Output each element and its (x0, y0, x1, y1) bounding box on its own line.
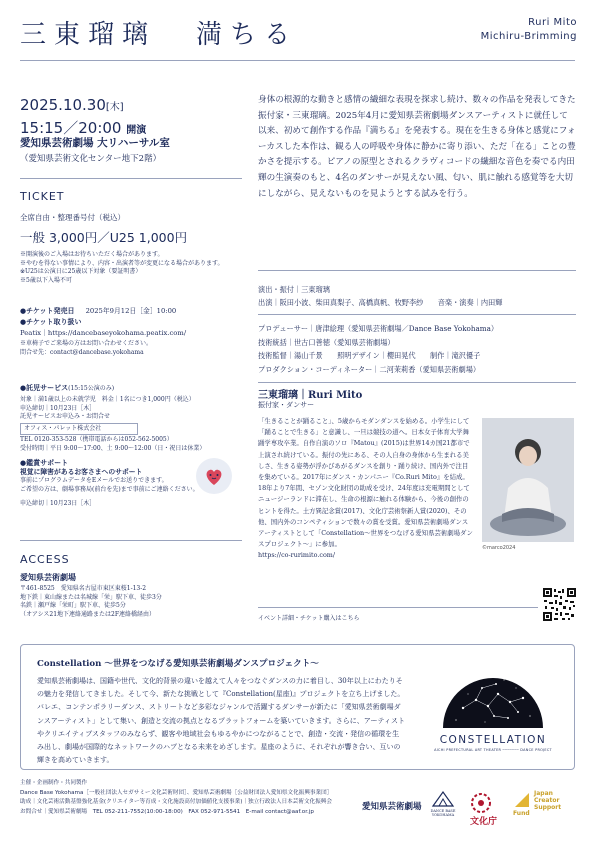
header-divider (20, 60, 575, 61)
dance-base-yokohama-logo (430, 790, 456, 817)
support-label: ●鑑賞サポート (20, 459, 69, 467)
artist-bio (258, 416, 473, 562)
bunkacho-logo (470, 792, 497, 827)
viewing-support (20, 458, 220, 509)
handling-contact: 問合せ先：contact@dancebase.yokohama (20, 348, 144, 356)
access-heading: ACCESS (20, 553, 70, 566)
title-work: 満ちる (196, 20, 299, 50)
nursery-label-sub: (15:15公演のみ) (68, 385, 115, 392)
title-english (481, 16, 577, 44)
access-line: 〒461-8525 愛知県名古屋市東区東桜1-13-2 (20, 585, 147, 592)
staff-row: プロダクション・コーディネーター｜二河茉莉香（愛知県芸術劇場） (258, 364, 481, 374)
event-venue-sub: （愛知県芸術文化センター地下2階） (20, 154, 162, 164)
event-info-link[interactable]: イベント詳細・チケット購入はこちら (258, 615, 360, 622)
creator-support-fund-text: Japan Creator Support Fund (513, 790, 562, 818)
ticket-note: ※やむを得ない事情により、内容・出演者等が変更になる場合があります。 (20, 259, 224, 267)
footer-line: 助成｜文化芸術活動基盤強化基金(クリエイター等育成・文化施設高付加価値化支援事業)｜独立行政法人日本芸術文化振興会 (20, 799, 332, 806)
artist-url[interactable]: https://co-rurimito.com/ (258, 551, 336, 560)
ticket-sale-date (20, 298, 240, 317)
nursery-line: 対象｜満1歳以上の未就学児 料金｜1名につき1,000円（税込） (20, 396, 195, 403)
support-line: 視覚に障害があるお客さまへのサポート (20, 468, 143, 476)
creator-support-fund-logo (513, 791, 577, 818)
accessibility-icon (196, 458, 232, 494)
ticket-note: ※U25は公演日に25歳以下対象（要証明書） (20, 268, 142, 275)
photo-credit: ©marco2024 (482, 545, 516, 551)
sale-date: 2025年9月12日［金］10:00 (85, 307, 177, 315)
nursery-line: 申込締切｜10月23日［木］ (20, 404, 96, 412)
access-line: 名鉄｜瀬戸線「栄町」駅下車、徒歩5分 (20, 602, 126, 609)
page-title (20, 14, 298, 51)
access-info (20, 572, 240, 619)
staff-row: 技術監督｜湯山千景 照明デザイン｜櫻田晃代 制作｜滝沢優子 (258, 351, 481, 361)
credit-row: 演出・振付｜三東瑠璃 (258, 285, 330, 294)
constellation-logo-sub: AICHI PREFECTURAL ART THEATER ─────── DANCE PROJECT (434, 748, 552, 752)
footer-line: 主催・企画制作・共同製作 (20, 780, 88, 786)
ticket-sub: 全席自由・整理番号付（税込） (20, 213, 125, 222)
artist-bio-text: 「生きることが踊ること」、5歳からモダンダンスを始める。小学生にして「踊ることで生きる」と意識し、一旦は競技の道へ。日本女子体育大学舞踊学専攻卒業。自作自演のソロ『Matou』(2015)は世界14カ国21都市で上演され続けている。振付の先にある、その人自身の身体から生まれる美しさ、生きる姿勢が浮かびあがるダンスを創り・踊り続け、国内外で注目を集めている。2017年にダンス・カンパニー『Co.Ruri Mito』を結成。18年より7年間、セゾン文化財団の助成を受け、24年度は充電期間としてニュージーランドに滞在し、生命の根源に触れる体験から、今後の創作のヒントを得た。土方巽記念賞(2017)、文化庁芸術祭新人賞(2020)、その他、国内外のコンペティションで数々の賞を受賞。愛知県芸術劇場ダンスアーティストとして「Constellation〜世界をつなげる愛知県芸術劇場ダンスプロジェクト〜」に参加。 (258, 417, 473, 549)
footer-line: お問合せ｜愛知県芸術劇場 TEL 052-211-7552(10:00-18:00) FAX 052-971-5541 E-mail contact@aaf.or.jp (20, 808, 314, 815)
peatix-link[interactable]: Peatix｜https://dancebaseyokohama.peatix.com/ (20, 329, 187, 337)
ticket-heading: TICKET (20, 190, 65, 203)
divider (20, 178, 242, 179)
footer-line: Dance Base Yokohama［一般社団法人セガサミー文化芸術財団］、愛知県芸術劇場［公益財団法人愛知県文化振興事業団］ (20, 789, 333, 796)
lead-text: 身体の根源的な動きと感情の繊細な表現を探求し続け、数々の作品を発表してきた振付家・三東瑠璃。2025年4月に愛知県芸術劇場ダンスアーティストに就任して以来、初めて創作する作品『満ちる』を発表する。現在を生きる身体と感覚にフォーカスした本作は、観る人の呼吸や身体に静かに寄り添い、ただ「在る」ことの豊かさを提示する。ピアノの原型とされるクラヴィコードの繊細な音色を奏でる内田輝の生演奏のもと、4名のダンサーが見えない風、匂い、肌に触れる感覚等を大切にしながら、見えないものを見ようとする試みを行う。 (258, 95, 576, 199)
qr-code-icon[interactable] (543, 588, 576, 621)
divider (258, 270, 576, 271)
staff-row: 技術統括｜世古口善徳（愛知県芸術劇場） (258, 337, 395, 347)
ticket-note: ※開演後のご入場はお待ちいただく場合があります。 (20, 251, 164, 258)
footer-credits (20, 779, 350, 817)
access-line: （オアシス21地下連絡通路または2F連絡橋経由） (20, 610, 156, 618)
dance-base-yokohama-text: DANCE BASE YOKOHAMA (430, 809, 456, 817)
handling-label: ●チケット取り扱い (20, 318, 82, 326)
event-weekday: [木] (105, 102, 124, 113)
access-line: 地下鉄｜東山線または名城線「栄」駅下車、徒歩3分 (20, 593, 162, 601)
event-time: 15:15／20:00 (20, 119, 122, 137)
staff-list (258, 322, 578, 376)
event-datetime (20, 95, 146, 141)
nursery-service (20, 375, 245, 453)
ticket-price: 一般 3,000円／U25 1,000円 (20, 230, 188, 245)
nursery-company: オフィス・パレット株式会社 (20, 423, 138, 436)
title-en-name: Ruri Mito (528, 17, 577, 28)
divider (258, 314, 576, 315)
ticket-notes (20, 251, 235, 285)
support-line: 事前にプログラムデータをEメールでお送りできます。 (20, 477, 168, 484)
handling-note: ※車椅子でご来場の方はお問い合わせください。 (20, 340, 153, 347)
ticket-note: ※5歳以下入場不可 (20, 276, 72, 284)
support-line: ご希望の方は、劇場事務局(前台を先)まで事前にご連絡ください。 (20, 485, 199, 493)
credits (258, 283, 578, 309)
divider (258, 382, 576, 383)
divider (20, 540, 242, 541)
title-en-work: Michiru-Brimming (480, 31, 577, 42)
nursery-line: TEL 0120-353-528（携帯電話からは052-562-5005） (20, 436, 173, 443)
artist-photo (482, 418, 574, 542)
nursery-line: 託児サービスお申込み・お問合せ (20, 413, 111, 420)
title-name: 三東瑠璃 (20, 20, 157, 50)
nursery-label: ●託児サービス (20, 384, 69, 392)
aichi-theater-logo: 愛知県芸術劇場 (362, 802, 422, 812)
divider (258, 607, 538, 608)
sale-label: ●チケット発売日 (20, 307, 75, 315)
event-date: 2025.10.30 (20, 96, 106, 114)
event-time-suffix: 開演 (126, 125, 147, 136)
support-deadline: 申込締切｜10月23日［木］ (20, 500, 96, 507)
constellation-body: 愛知県芸術劇場は、国籍や世代、文化的背景の違いを越えて人々をつなぐダンスの力に着目し、30年以上にわたりその魅力を発信してきました。そして今、新たな挑戦として『Constellation(星座)』プロジェクトを立ち上げました。バレエ、コンテンポラリーダンス、ストリートなど多彩なジャンルで活躍するダンサーが新たに「愛知県芸術劇場ダンスアーティスト」として集い、創造と交流の拠点となるプラットフォームを築いていきます。さらに、アーティストやクリエイティブスタッフのみならず、観客や地域社会もゆるやかにつながることで、創造・交流・発信の循環を生み出し、劇場が国際的なネットワークのハブとなる未来をめざします。星座のように、それぞれが響き合い、互いの輝きを高めていきます。 (37, 677, 405, 765)
nursery-line: 受付時間｜平日 9:00～17:00、土 9:00～12:00（日・祝日は休業） (20, 444, 206, 452)
access-venue: 愛知県芸術劇場 (20, 572, 76, 582)
credit-row: 出演｜阪田小波、柴田真梨子、高橋真帆、牧野李紗 音楽・演奏｜内田輝 (258, 298, 503, 307)
artist-name: 三東瑠璃｜Ruri Mito (258, 390, 363, 401)
event-venue: 愛知県芸術劇場 大リハーサル室 (20, 137, 170, 149)
constellation-logo-text: CONSTELLATION (439, 734, 547, 746)
ticket-handling (20, 317, 240, 357)
bunkacho-text: 文化庁 (470, 817, 498, 827)
artist-role: 振付家・ダンサー (258, 401, 315, 409)
constellation-title: Constellation 〜世界をつなげる愛知県芸術劇場ダンスプロジェクト〜 (37, 659, 319, 669)
staff-row: プロデューサー｜唐津絵理（愛知県芸術劇場／Dance Base Yokohama） (258, 324, 499, 333)
